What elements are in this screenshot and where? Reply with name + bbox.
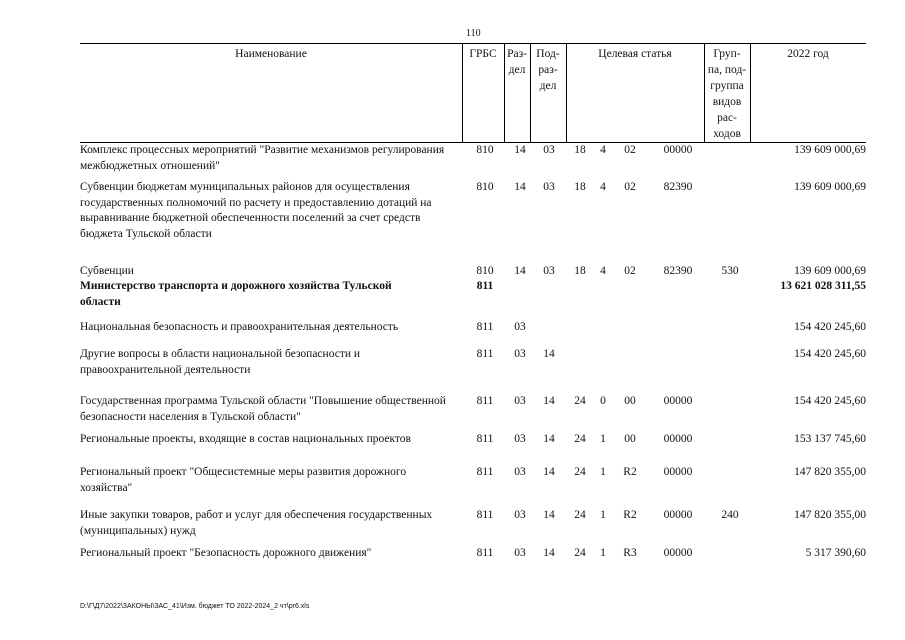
row-target-code: 00000 bbox=[663, 144, 693, 156]
row-grbs: 810 bbox=[476, 181, 494, 193]
row-grbs: 811 bbox=[476, 280, 494, 292]
row-target-program: 18 bbox=[574, 181, 586, 193]
row-target-program: 24 bbox=[574, 395, 586, 407]
row-target-code: 00000 bbox=[663, 509, 693, 521]
row-target-type: 1 bbox=[600, 433, 606, 445]
row-grbs: 811 bbox=[476, 348, 494, 360]
row-name: Министерство транспорта и дорожного хозяйства Тульской области bbox=[80, 280, 392, 308]
row-grbs: 811 bbox=[476, 466, 494, 478]
row-target-type: 4 bbox=[600, 181, 606, 193]
row-name: Национальная безопасность и правоохранительная деятельность bbox=[80, 321, 399, 333]
row-name: Субвенции бюджетам муниципальных районов для осуществления государственных полномочий по расчету и предоставлению дотаций на выравнивание бюджетной обеспеченности поселений за счет средств бюджета Тульской области bbox=[80, 181, 432, 240]
row-target-code: 82390 bbox=[663, 265, 693, 277]
row-target-subprogram: 00 bbox=[624, 395, 636, 407]
row-target-subprogram: R2 bbox=[623, 509, 637, 521]
row-razdel: 03 bbox=[514, 348, 526, 360]
row-sum: 154 420 245,60 bbox=[794, 395, 866, 407]
row-target-type: 4 bbox=[600, 144, 606, 156]
row-target-type: 1 bbox=[600, 509, 606, 521]
row-target-subprogram: R2 bbox=[623, 466, 637, 478]
row-target-code: 82390 bbox=[663, 181, 693, 193]
row-sum: 147 820 355,00 bbox=[794, 509, 866, 521]
row-target-subprogram: 02 bbox=[624, 181, 636, 193]
row-target-code: 00000 bbox=[663, 395, 693, 407]
row-sum: 139 609 000,69 bbox=[794, 265, 866, 277]
header-group: Груп- па, под- группа видов рас- ходов bbox=[707, 48, 747, 140]
header-name: Наименование bbox=[235, 48, 307, 60]
row-group: 240 bbox=[721, 509, 739, 521]
row-razdel: 14 bbox=[514, 181, 526, 193]
row-name: Региональный проект "Общесистемные меры развития дорожного хозяйства" bbox=[80, 466, 407, 494]
row-grbs: 810 bbox=[476, 144, 494, 156]
row-grbs: 811 bbox=[476, 509, 494, 521]
row-razdel: 03 bbox=[514, 547, 526, 559]
row-sum: 139 609 000,69 bbox=[794, 181, 866, 193]
row-grbs: 811 bbox=[476, 395, 494, 407]
row-name: Другие вопросы в области национальной безопасности и правоохранительной деятельности bbox=[80, 348, 361, 376]
row-sum: 153 137 745,60 bbox=[794, 433, 866, 445]
row-target-program: 24 bbox=[574, 509, 586, 521]
row-podrazdel: 14 bbox=[543, 395, 555, 407]
row-target-type: 0 bbox=[600, 395, 606, 407]
header-razdel: Раз- дел bbox=[507, 48, 527, 76]
row-target-subprogram: 00 bbox=[624, 433, 636, 445]
row-group: 530 bbox=[721, 265, 739, 277]
row-target-code: 00000 bbox=[663, 547, 693, 559]
row-podrazdel: 03 bbox=[543, 181, 555, 193]
header-podrazdel: Под- раз- дел bbox=[536, 48, 560, 92]
row-sum: 5 317 390,60 bbox=[805, 547, 866, 559]
row-target-program: 24 bbox=[574, 433, 586, 445]
row-podrazdel: 03 bbox=[543, 144, 555, 156]
row-target-program: 24 bbox=[574, 466, 586, 478]
row-name: Комплекс процессных мероприятий "Развитие механизмов регулирования межбюджетных отношений" bbox=[80, 144, 445, 172]
header-grbs: ГРБС bbox=[469, 48, 497, 60]
row-sum: 154 420 245,60 bbox=[794, 321, 866, 333]
row-target-code: 00000 bbox=[663, 466, 693, 478]
row-grbs: 811 bbox=[476, 433, 494, 445]
page-number: 110 bbox=[466, 28, 481, 39]
row-razdel: 14 bbox=[514, 265, 526, 277]
row-target-code: 00000 bbox=[663, 433, 693, 445]
row-target-subprogram: R3 bbox=[623, 547, 637, 559]
row-name: Иные закупки товаров, работ и услуг для обеспечения государственных (муниципальных) нужд bbox=[80, 509, 433, 537]
row-target-program: 18 bbox=[574, 265, 586, 277]
row-target-program: 18 bbox=[574, 144, 586, 156]
header-year: 2022 год bbox=[787, 48, 829, 60]
row-podrazdel: 03 bbox=[543, 265, 555, 277]
row-name: Государственная программа Тульской области "Повышение общественной безопасности населения в Тульской области" bbox=[80, 395, 446, 423]
row-name: Субвенции bbox=[80, 265, 134, 277]
row-razdel: 14 bbox=[514, 144, 526, 156]
row-target-subprogram: 02 bbox=[624, 144, 636, 156]
row-razdel: 03 bbox=[514, 395, 526, 407]
row-sum: 154 420 245,60 bbox=[794, 348, 866, 360]
header-target: Целевая статья bbox=[598, 48, 672, 60]
row-podrazdel: 14 bbox=[543, 433, 555, 445]
row-podrazdel: 14 bbox=[543, 348, 555, 360]
row-grbs: 811 bbox=[476, 321, 494, 333]
row-grbs: 811 bbox=[476, 547, 494, 559]
row-sum: 139 609 000,69 bbox=[794, 144, 866, 156]
row-razdel: 03 bbox=[514, 321, 526, 333]
row-name: Региональные проекты, входящие в состав национальных проектов bbox=[80, 433, 411, 445]
row-target-type: 4 bbox=[600, 265, 606, 277]
row-podrazdel: 14 bbox=[543, 547, 555, 559]
row-sum: 13 621 028 311,55 bbox=[780, 280, 866, 292]
table-header bbox=[80, 43, 866, 143]
row-podrazdel: 14 bbox=[543, 509, 555, 521]
row-razdel: 03 bbox=[514, 509, 526, 521]
file-path-footer: D:\Г\Д7\2022\ЗАКОНЫ\ЗАС_41\Изм. бюджет ТО 2022-2024_2 чт\pr6.xls bbox=[80, 603, 310, 610]
row-target-subprogram: 02 bbox=[624, 265, 636, 277]
row-podrazdel: 14 bbox=[543, 466, 555, 478]
row-target-program: 24 bbox=[574, 547, 586, 559]
row-razdel: 03 bbox=[514, 433, 526, 445]
row-name: Региональный проект "Безопасность дорожного движения" bbox=[80, 547, 372, 559]
row-target-type: 1 bbox=[600, 547, 606, 559]
row-target-type: 1 bbox=[600, 466, 606, 478]
row-razdel: 03 bbox=[514, 466, 526, 478]
row-sum: 147 820 355,00 bbox=[794, 466, 866, 478]
row-grbs: 810 bbox=[476, 265, 494, 277]
